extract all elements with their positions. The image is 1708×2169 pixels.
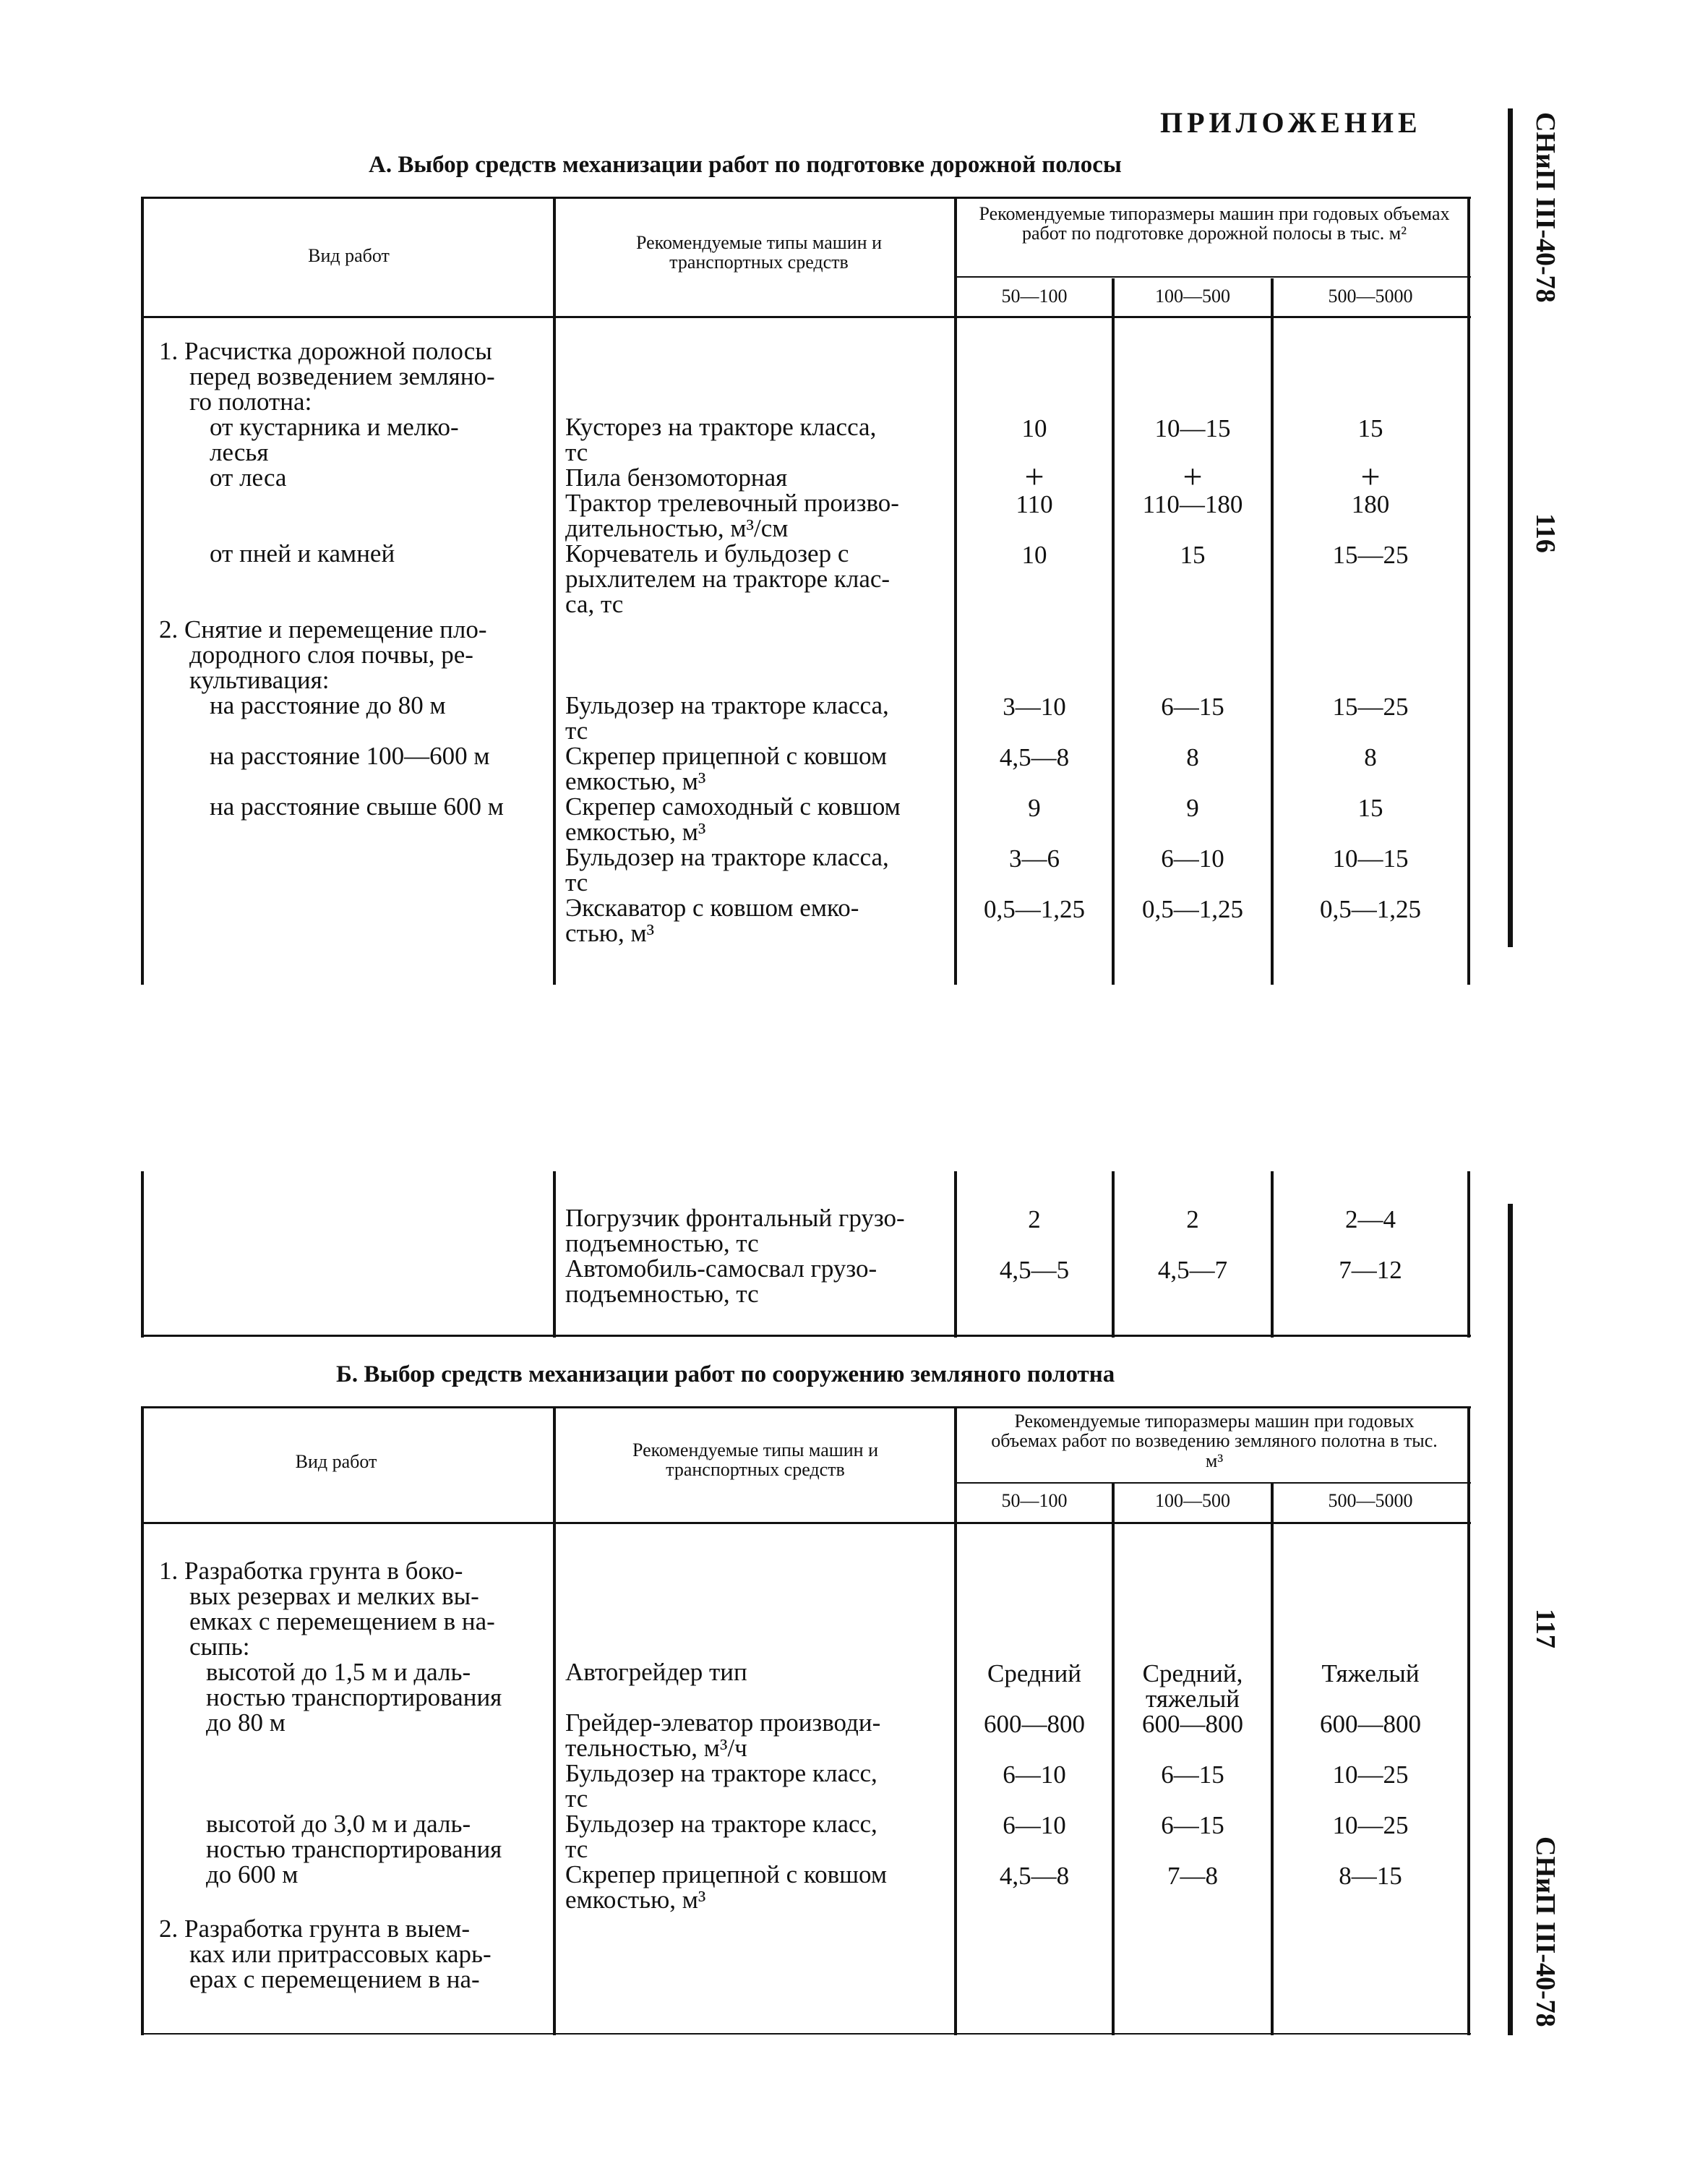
table-a-work-line: дородного слоя почвы, ре- — [189, 641, 473, 669]
table-b-value: 6—10 — [1003, 1761, 1066, 1789]
table-a-machine-line: Корчеватель и бульдозер с — [565, 539, 849, 568]
table-b-value: Средний — [987, 1659, 1081, 1687]
table-a2-bottom-rule — [141, 1335, 1471, 1337]
table-a-value: 15—25 — [1332, 693, 1409, 721]
table-b-machine-line: Грейдер-элеватор производи- — [565, 1708, 881, 1737]
table-b-right-border — [1467, 1406, 1470, 2035]
table-b-col3-header: Рекомендуемые типоразмеры машин при годовых объемах работ по возведению земляного полотна в тыс. м³ — [991, 1411, 1438, 1471]
table-b-top-rule — [141, 1406, 1471, 1408]
table-a-work-line: от кустарника и мелко- — [210, 413, 459, 441]
table-a-value: 0,5—1,25 — [984, 895, 1085, 923]
table-a-machine-line: Скрепер самоходный с ковшом — [565, 792, 901, 821]
table-a-value: 10 — [1021, 541, 1047, 569]
table-a-work-line: перед возведением земляно- — [189, 362, 495, 390]
table-b-machine-line: тельностью, м³/ч — [565, 1734, 747, 1762]
table-a2-value: 4,5—5 — [999, 1256, 1070, 1284]
table-a-range-2: 100—500 — [1155, 286, 1230, 307]
table-b-machine-line: Бульдозер на тракторе класс, — [565, 1810, 877, 1838]
table-a-machine-line: Экскаватор с ковшом емко- — [565, 894, 859, 922]
table-a2-right-border — [1467, 1171, 1470, 1338]
table-b-value: Тяжелый — [1321, 1659, 1420, 1687]
table-a2-col-divider — [1112, 1171, 1115, 1338]
table-b-value: Средний, — [1142, 1659, 1243, 1687]
table-b-value: 6—15 — [1161, 1811, 1224, 1839]
table-a-value: 15 — [1357, 414, 1383, 442]
table-b-work-line: 2. Разработка грунта в выем- — [159, 1915, 471, 1943]
table-a-machine-line: тс — [565, 716, 588, 745]
table-a-value: + — [1024, 458, 1044, 496]
table-a-value: 15—25 — [1332, 541, 1409, 569]
side-page-bottom: 117 — [1530, 1609, 1561, 1648]
table-a2-machine-line: Автомобиль-самосвал грузо- — [565, 1254, 877, 1283]
table-a-machine-line: емкостью, м³ — [565, 818, 706, 846]
table-b-work-line: ностью транспортирования — [206, 1835, 502, 1863]
table-a-value: 0,5—1,25 — [1320, 895, 1421, 923]
table-a-range-1: 50—100 — [1001, 286, 1068, 307]
table-a-work-line: го полотна: — [189, 388, 312, 416]
table-a2-machine-line: подъемностью, тс — [565, 1280, 759, 1308]
table-a2-col-divider — [954, 1171, 957, 1338]
table-a-machine-line: тс — [565, 438, 588, 466]
table-a-value: + — [1360, 458, 1381, 496]
table-a-machine-line: тс — [565, 868, 588, 897]
table-b-machine-line: тс — [565, 1835, 588, 1863]
table-a-value: 6—15 — [1161, 693, 1224, 721]
table-b-value: 600—800 — [1142, 1710, 1243, 1738]
table-b-work-line: высотой до 1,5 м и даль- — [206, 1658, 471, 1686]
table-b-machine-line: Автогрейдер тип — [565, 1658, 747, 1686]
table-a-work-line: от пней и камней — [210, 539, 395, 568]
table-b-range-1: 50—100 — [1001, 1490, 1068, 1511]
table-a-value: + — [1183, 458, 1203, 496]
table-b-machine-line: Бульдозер на тракторе класс, — [565, 1759, 877, 1787]
table-b-range-3: 500—5000 — [1328, 1490, 1413, 1511]
table-a-right-border — [1467, 197, 1470, 985]
table-a-col-divider — [1271, 278, 1274, 985]
table-a-work-line: культивация: — [189, 666, 330, 694]
table-b-value: 600—800 — [1320, 1710, 1421, 1738]
table-b-value: 10—25 — [1332, 1761, 1409, 1789]
table-b-work-line: ерах с перемещением в на- — [189, 1965, 480, 1993]
table-a-subhdr-rule — [954, 276, 1471, 278]
table-a-value: 4,5—8 — [999, 743, 1070, 771]
table-b-bottom-rule — [141, 2033, 1471, 2035]
table-a-col3-header: Рекомендуемые типоразмеры машин при годовых объемах работ по подготовке дорожной полосы в тыс. м² — [979, 203, 1450, 244]
table-b-value: 6—10 — [1003, 1811, 1066, 1839]
table-a-col-divider — [1112, 278, 1115, 985]
table-a-col-divider — [553, 197, 556, 985]
table-b-work-line: ках или притрассовых карь- — [189, 1940, 492, 1968]
table-a-value: 180 — [1351, 490, 1390, 518]
table-b-col1-header: Вид работ — [295, 1451, 377, 1472]
margin-rule-top — [1508, 108, 1513, 947]
table-a2-value: 2—4 — [1345, 1205, 1396, 1233]
table-a-machine-line: стью, м³ — [565, 919, 655, 947]
side-code-bottom: СНиП III-40-78 — [1530, 1836, 1561, 2027]
table-a-value: 15 — [1180, 541, 1206, 569]
table-a-machine-line: Кусторез на тракторе класса, — [565, 413, 877, 441]
table-a-value: 10—15 — [1332, 844, 1409, 873]
table-a-range-3: 500—5000 — [1328, 286, 1413, 307]
table-a-machine-line: дительностью, м³/см — [565, 514, 789, 542]
table-a-value: 110 — [1016, 490, 1053, 518]
table-b-machine-line: тс — [565, 1784, 588, 1813]
table-a-machine-line: Бульдозер на тракторе класса, — [565, 691, 889, 719]
table-a2-machine-line: Погрузчик фронтальный грузо- — [565, 1204, 905, 1232]
table-b-value: 10—25 — [1332, 1811, 1409, 1839]
table-b-machine-line: Скрепер прицепной с ковшом — [565, 1860, 888, 1888]
table-a2-value: 2 — [1028, 1205, 1041, 1233]
table-a-work-line: на расстояние до 80 м — [210, 691, 446, 719]
table-a-value: 0,5—1,25 — [1142, 895, 1243, 923]
table-a-work-line: лесья — [210, 438, 269, 466]
margin-rule-bottom — [1508, 1204, 1513, 2035]
table-b-col-divider — [553, 1406, 556, 2035]
table-a2-value: 2 — [1186, 1205, 1199, 1233]
table-a-value: 110—180 — [1142, 490, 1243, 518]
table-a2-machine-line: подъемностью, тс — [565, 1229, 759, 1257]
table-a-work-line: от леса — [210, 463, 287, 492]
table-a-value: 10 — [1021, 414, 1047, 442]
table-b-work-line: высотой до 3,0 м и даль- — [206, 1810, 471, 1838]
table-b-work-line: сыпь: — [189, 1633, 250, 1661]
table-b-work-line: вых резервах и мелких вы- — [189, 1582, 479, 1610]
table-a2-value: 4,5—7 — [1157, 1256, 1228, 1284]
table-b-col-divider — [1271, 1484, 1274, 2035]
table-a-value: 8 — [1186, 743, 1199, 771]
table-b-work-line: до 80 м — [206, 1708, 286, 1737]
table-a2-col-divider — [553, 1171, 556, 1338]
table-b-value: 4,5—8 — [999, 1862, 1070, 1890]
table-b-work-line: ностью транспортирования — [206, 1683, 502, 1711]
table-a-left-border — [141, 197, 144, 985]
table-a2-value: 7—12 — [1339, 1256, 1402, 1284]
table-a2-left-border — [141, 1171, 144, 1338]
table-b-left-border — [141, 1406, 144, 2035]
table-b-work-line: 1. Разработка грунта в боко- — [159, 1557, 463, 1585]
table-a-value: 9 — [1028, 794, 1041, 822]
table-b-machine-line: емкостью, м³ — [565, 1886, 706, 1914]
table-a-machine-line: Бульдозер на тракторе класса, — [565, 843, 889, 871]
table-a-value: 10—15 — [1154, 414, 1231, 442]
table-a-value: 3—6 — [1009, 844, 1060, 873]
appendix-heading: ПРИЛОЖЕНИЕ — [1160, 106, 1422, 139]
table-a-top-rule — [141, 197, 1471, 199]
table-a-machine-line: емкостью, м³ — [565, 767, 706, 795]
table-b-value: 6—15 — [1161, 1761, 1224, 1789]
table-a-value: 6—10 — [1161, 844, 1224, 873]
table-b-work-line: до 600 м — [206, 1860, 299, 1888]
table-a-machine-line: Пила бензомоторная — [565, 463, 788, 492]
table-a-machine-line: са, тс — [565, 590, 624, 618]
table-b-value: 7—8 — [1167, 1862, 1218, 1890]
side-code-top: СНиП III-40-78 — [1530, 112, 1561, 303]
table-b-col-divider — [1112, 1484, 1115, 2035]
table-a-work-line: на расстояние 100—600 м — [210, 742, 490, 770]
table-b-col2-header: Рекомендуемые типы машин и транспортных средств — [632, 1439, 878, 1481]
table-a-machine-line: рыхлителем на тракторе клас- — [565, 565, 891, 593]
table-b-value: тяжелый — [1146, 1685, 1240, 1713]
table-b-title: Б. Выбор средств механизации работ по сооружению земляного полотна — [336, 1361, 1115, 1387]
table-b-value: 600—800 — [984, 1710, 1085, 1738]
table-a-machine-line: Скрепер прицепной с ковшом — [565, 742, 888, 770]
table-a-col1-header: Вид работ — [308, 245, 390, 266]
table-b-value: 8—15 — [1339, 1862, 1402, 1890]
table-a-machine-line: Трактор трелевочный произво- — [565, 489, 899, 517]
table-a-value: 15 — [1357, 794, 1383, 822]
table-b-subhdr-rule — [954, 1482, 1471, 1484]
table-a-work-line: 2. Снятие и перемещение пло- — [159, 615, 487, 643]
table-a-value: 8 — [1364, 743, 1377, 771]
table-b-work-line: емках с перемещением в на- — [189, 1607, 495, 1635]
table-a-work-line: 1. Расчистка дорожной полосы — [159, 337, 492, 365]
table-b-range-2: 100—500 — [1155, 1490, 1230, 1511]
table-a-col2-header: Рекомендуемые типы машин и транспортных средств — [635, 232, 882, 273]
table-a2-col-divider — [1271, 1171, 1274, 1338]
table-a-value: 9 — [1186, 794, 1199, 822]
table-a-value: 3—10 — [1003, 693, 1066, 721]
table-a-title: А. Выбор средств механизации работ по подготовке дорожной полосы — [369, 152, 1122, 178]
side-page-top: 116 — [1530, 513, 1561, 553]
table-a-work-line: на расстояние свыше 600 м — [210, 792, 504, 821]
